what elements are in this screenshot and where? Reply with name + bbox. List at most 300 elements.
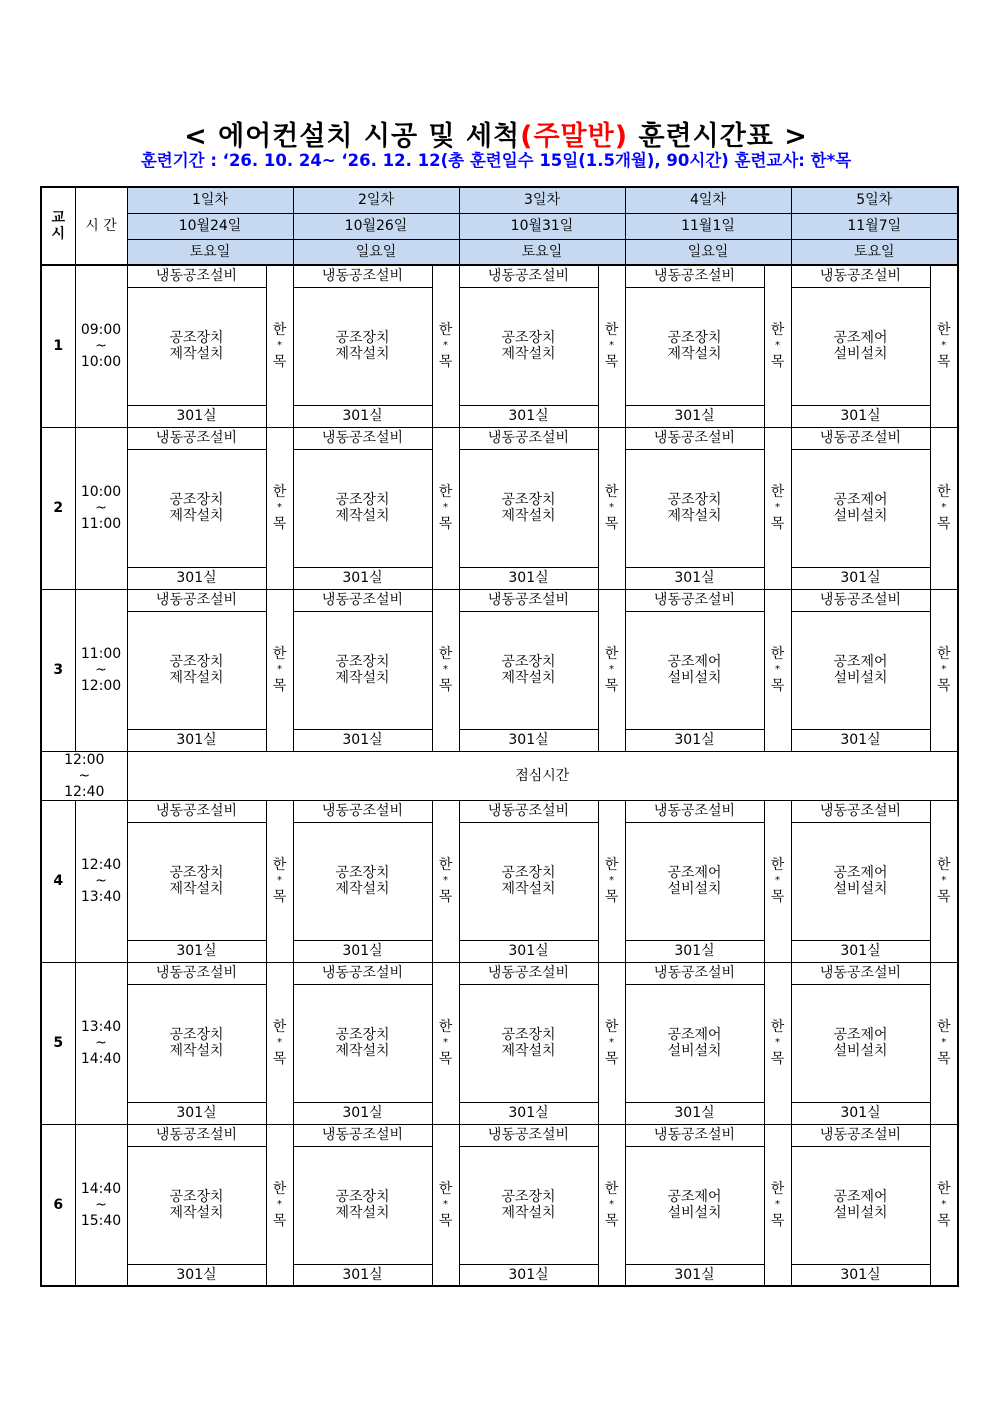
instructor-char-1: 한: [272, 1019, 287, 1036]
instructor-name: [432, 1124, 459, 1286]
module-line-2: 설비설치: [833, 346, 888, 362]
instructor-name: [598, 1124, 625, 1286]
instructor-separator: *: [443, 1037, 448, 1049]
course-category: 냉동공조설비: [293, 427, 432, 449]
module-line-1: 공조장치: [169, 865, 224, 882]
module-line-1: 공조제어: [667, 865, 722, 882]
period-time: [75, 962, 127, 1124]
classroom: 301실: [293, 940, 432, 962]
module-name: [127, 1146, 266, 1264]
instructor-name: [432, 427, 459, 589]
instructor-char-2: 목: [272, 678, 287, 694]
time-start: 12:40: [80, 857, 122, 874]
instructor-char-1: 한: [936, 1180, 951, 1197]
classroom: 301실: [127, 405, 266, 427]
instructor-char-1: 한: [936, 322, 951, 339]
instructor-name: [266, 589, 293, 751]
module-line-2: 제작설치: [335, 346, 390, 362]
course-category: 냉동공조설비: [127, 1124, 266, 1146]
instructor-char-1: 한: [438, 645, 453, 662]
instructor-char-2: 목: [438, 889, 453, 906]
instructor-name: [764, 1124, 791, 1286]
period-row: [41, 1146, 958, 1264]
instructor-name: [930, 427, 958, 589]
instructor-separator: *: [277, 875, 282, 887]
course-category: 냉동공조설비: [791, 1124, 930, 1146]
instructor-separator: *: [775, 1199, 780, 1211]
instructor-char-1: 한: [604, 645, 619, 662]
time-tilde: ~: [95, 499, 107, 516]
header-row: [41, 187, 958, 213]
period-row: [41, 1102, 958, 1124]
instructor-char-2: 목: [936, 354, 951, 371]
course-category: 냉동공조설비: [293, 589, 432, 611]
instructor-name: [598, 265, 625, 427]
module-line-1: 공조장치: [169, 653, 224, 670]
instructor-separator: *: [443, 1199, 448, 1211]
course-category: 냉동공조설비: [791, 962, 930, 984]
module-name: [459, 1146, 598, 1264]
instructor-char-2: 목: [438, 678, 453, 694]
module-name: [293, 449, 432, 567]
time-end: 13:40: [80, 889, 122, 906]
course-category: 냉동공조설비: [459, 589, 598, 611]
instructor-name: [432, 589, 459, 751]
module-line-2: 제작설치: [335, 881, 390, 898]
course-category: 냉동공조설비: [625, 962, 764, 984]
instructor-char-1: 한: [438, 1180, 453, 1197]
day-date-4: 11월1일: [625, 213, 791, 239]
instructor-char-2: 목: [936, 516, 951, 532]
instructor-char-1: 한: [936, 483, 951, 500]
classroom: 301실: [127, 567, 266, 589]
period-row: [41, 405, 958, 427]
instructor-separator: *: [775, 340, 780, 352]
instructor-separator: *: [941, 340, 947, 352]
module-line-1: 공조제어: [833, 1027, 888, 1044]
timetable: [40, 186, 957, 1289]
module-name: [791, 287, 930, 405]
period-row: [41, 962, 958, 984]
period-row: [41, 567, 958, 589]
instructor-char-1: 한: [438, 322, 453, 339]
module-line-1: 공조장치: [169, 491, 224, 508]
classroom: 301실: [459, 729, 598, 751]
time-end: 14:40: [80, 1051, 122, 1068]
module-line-1: 공조장치: [667, 491, 722, 508]
instructor-char-2: 목: [272, 1213, 287, 1230]
classroom: 301실: [625, 1264, 764, 1286]
instructor-char-2: 목: [438, 516, 453, 532]
day-date-5: 11월7일: [791, 213, 958, 239]
instructor-separator: *: [609, 875, 614, 887]
period-row: [41, 1264, 958, 1286]
course-category: 냉동공조설비: [791, 800, 930, 822]
period-number: 5: [41, 962, 75, 1124]
day-date-3: 10월31일: [459, 213, 625, 239]
header-row: [41, 213, 958, 239]
module-line-1: 공조장치: [501, 865, 556, 882]
course-category: 냉동공조설비: [791, 589, 930, 611]
period-row: [41, 611, 958, 729]
time-start: 14:40: [80, 1180, 122, 1197]
instructor-char-2: 목: [770, 354, 785, 371]
title-highlight: (주말반): [520, 121, 629, 152]
training-period-line: 훈련기간 : ‘26. 10. 24~ ‘26. 12. 12(총 훈련일수 15일(1.5개월), 90시간) 훈련교사: 한*목: [140, 151, 852, 170]
module-line-1: 공조장치: [667, 329, 722, 346]
classroom: 301실: [127, 940, 266, 962]
module-name: [791, 449, 930, 567]
instructor-char-1: 한: [438, 857, 453, 874]
classroom: 301실: [625, 405, 764, 427]
module-name: [791, 611, 930, 729]
instructor-char-1: 한: [604, 483, 619, 500]
day-label-3: 3일차: [459, 187, 625, 213]
day-weekday-1: 토요일: [127, 239, 293, 265]
module-line-1: 공조제어: [833, 1189, 888, 1206]
instructor-char-1: 한: [770, 322, 785, 339]
instructor-name: [266, 427, 293, 589]
classroom: 301실: [625, 940, 764, 962]
instructor-separator: *: [941, 1037, 947, 1049]
period-row: [41, 427, 958, 449]
module-name: [127, 822, 266, 940]
instructor-name: [266, 800, 293, 962]
period-row: [41, 984, 958, 1102]
module-line-2: 제작설치: [501, 881, 556, 898]
time-start: 11:00: [80, 645, 122, 662]
module-name: [127, 449, 266, 567]
time-end: 12:00: [80, 678, 122, 695]
instructor-char-1: 한: [936, 857, 951, 874]
period-time: [75, 800, 127, 962]
instructor-char-2: 목: [604, 354, 619, 371]
instructor-char-1: 한: [272, 857, 287, 874]
day-weekday-2: 일요일: [293, 239, 459, 265]
classroom: 301실: [791, 940, 930, 962]
lunch-time: [41, 751, 127, 800]
module-name: [127, 611, 266, 729]
course-category: 냉동공조설비: [293, 1124, 432, 1146]
module-line-2: 제작설치: [501, 508, 556, 524]
period-row: [41, 729, 958, 751]
instructor-char-2: 목: [604, 1051, 619, 1068]
module-line-2: 설비설치: [833, 881, 888, 898]
title-suffix: 훈련시간표 >: [628, 121, 808, 152]
corner-label: 교 시: [41, 187, 75, 265]
module-line-1: 공조장치: [501, 1027, 556, 1044]
period-row: [41, 940, 958, 962]
period-row: [41, 1124, 958, 1146]
course-category: 냉동공조설비: [459, 427, 598, 449]
lunch-row: [41, 751, 958, 800]
instructor-char-1: 한: [438, 483, 453, 500]
instructor-name: [266, 962, 293, 1124]
lunch-tilde: ~: [78, 767, 91, 784]
classroom: 301실: [791, 567, 930, 589]
course-category: 냉동공조설비: [127, 427, 266, 449]
instructor-name: [764, 962, 791, 1124]
instructor-separator: *: [941, 664, 947, 675]
day-date-2: 10월26일: [293, 213, 459, 239]
module-line-1: 공조제어: [833, 491, 888, 508]
module-name: [791, 1146, 930, 1264]
time-start: 13:40: [80, 1019, 122, 1036]
instructor-char-1: 한: [770, 1180, 785, 1197]
module-line-2: 제작설치: [169, 508, 224, 524]
module-line-2: 제작설치: [169, 1205, 224, 1222]
classroom: 301실: [459, 1102, 598, 1124]
instructor-char-1: 한: [604, 322, 619, 339]
instructor-name: [764, 800, 791, 962]
module-name: [293, 611, 432, 729]
period-number: 4: [41, 800, 75, 962]
instructor-name: [266, 1124, 293, 1286]
module-line-1: 공조장치: [335, 1027, 390, 1044]
classroom: 301실: [293, 1264, 432, 1286]
module-line-1: 공조장치: [335, 653, 390, 670]
module-name: [625, 287, 764, 405]
module-name: [127, 287, 266, 405]
course-category: 냉동공조설비: [293, 800, 432, 822]
classroom: 301실: [293, 1102, 432, 1124]
module-line-2: 제작설치: [667, 346, 722, 362]
time-tilde: ~: [95, 873, 107, 890]
module-line-1: 공조장치: [169, 329, 224, 346]
instructor-char-1: 한: [770, 645, 785, 662]
classroom: 301실: [459, 567, 598, 589]
instructor-name: [266, 265, 293, 427]
instructor-name: [598, 427, 625, 589]
period-number: 2: [41, 427, 75, 589]
course-category: 냉동공조설비: [459, 800, 598, 822]
module-line-1: 공조제어: [667, 1027, 722, 1044]
module-line-2: 설비설치: [833, 670, 888, 686]
classroom: 301실: [293, 405, 432, 427]
course-category: 냉동공조설비: [127, 800, 266, 822]
module-name: [459, 287, 598, 405]
instructor-separator: *: [775, 664, 780, 675]
instructor-char-2: 목: [936, 889, 951, 906]
time-start: 09:00: [80, 322, 122, 339]
title-prefix: < 에어컨설치 시공 및 세척: [184, 121, 521, 152]
instructor-name: [432, 265, 459, 427]
instructor-char-1: 한: [770, 483, 785, 500]
instructor-separator: *: [609, 1037, 614, 1049]
module-line-1: 공조장치: [169, 1189, 224, 1206]
instructor-char-2: 목: [770, 1213, 785, 1230]
instructor-name: [930, 962, 958, 1124]
module-line-2: 설비설치: [833, 1205, 888, 1222]
instructor-char-1: 한: [272, 322, 287, 339]
module-line-2: 제작설치: [501, 670, 556, 686]
period-row: [41, 449, 958, 567]
day-label-2: 2일차: [293, 187, 459, 213]
instructor-char-2: 목: [604, 678, 619, 694]
instructor-separator: *: [277, 502, 282, 513]
instructor-char-2: 목: [438, 354, 453, 371]
module-name: [293, 1146, 432, 1264]
module-line-2: 제작설치: [335, 1205, 390, 1222]
classroom: 301실: [791, 729, 930, 751]
instructor-separator: *: [775, 502, 780, 513]
instructor-separator: *: [443, 502, 448, 513]
period-time: [75, 1124, 127, 1286]
instructor-separator: *: [277, 1037, 282, 1049]
day-date-1: 10월24일: [127, 213, 293, 239]
instructor-separator: *: [941, 1199, 947, 1211]
instructor-char-2: 목: [272, 1051, 287, 1068]
time-end: 15:40: [80, 1213, 122, 1230]
instructor-separator: *: [277, 1199, 282, 1211]
instructor-char-2: 목: [604, 516, 619, 532]
course-category: 냉동공조설비: [459, 962, 598, 984]
instructor-char-2: 목: [770, 516, 785, 532]
classroom: 301실: [127, 729, 266, 751]
day-label-1: 1일차: [127, 187, 293, 213]
classroom: 301실: [127, 1264, 266, 1286]
period-number: 6: [41, 1124, 75, 1286]
module-line-1: 공조장치: [335, 329, 390, 346]
instructor-separator: *: [443, 875, 448, 887]
module-name: [625, 449, 764, 567]
period-time: [75, 427, 127, 589]
day-weekday-5: 토요일: [791, 239, 958, 265]
classroom: 301실: [625, 1102, 764, 1124]
period-row: [41, 800, 958, 822]
instructor-char-2: 목: [272, 516, 287, 532]
module-line-1: 공조제어: [667, 1189, 722, 1206]
instructor-name: [598, 589, 625, 751]
module-line-2: 설비설치: [667, 1043, 722, 1060]
lunch-label: 점심시간: [127, 751, 958, 800]
classroom: 301실: [127, 1102, 266, 1124]
course-category: 냉동공조설비: [791, 427, 930, 449]
instructor-name: [930, 1124, 958, 1286]
instructor-separator: *: [941, 502, 947, 513]
instructor-char-1: 한: [936, 645, 951, 662]
instructor-char-1: 한: [604, 857, 619, 874]
module-line-1: 공조장치: [501, 1189, 556, 1206]
module-name: [625, 611, 764, 729]
course-category: 냉동공조설비: [625, 427, 764, 449]
instructor-separator: *: [443, 664, 448, 675]
instructor-name: [598, 800, 625, 962]
course-category: 냉동공조설비: [293, 962, 432, 984]
instructor-char-2: 목: [272, 889, 287, 906]
instructor-char-2: 목: [936, 1051, 951, 1068]
instructor-name: [432, 800, 459, 962]
module-name: [625, 1146, 764, 1264]
course-category: 냉동공조설비: [127, 265, 266, 287]
time-tilde: ~: [95, 661, 107, 678]
lunch-end: 12:40: [64, 783, 105, 800]
instructor-separator: *: [609, 1199, 614, 1211]
period-row: [41, 265, 958, 287]
module-name: [127, 984, 266, 1102]
classroom: 301실: [293, 567, 432, 589]
instructor-char-1: 한: [272, 483, 287, 500]
instructor-char-2: 목: [438, 1051, 453, 1068]
classroom: 301실: [293, 729, 432, 751]
instructor-separator: *: [609, 502, 614, 513]
module-name: [791, 822, 930, 940]
module-name: [293, 822, 432, 940]
period-row: [41, 287, 958, 405]
module-line-1: 공조제어: [833, 865, 888, 882]
course-category: 냉동공조설비: [459, 1124, 598, 1146]
module-line-2: 제작설치: [169, 1043, 224, 1060]
module-line-2: 설비설치: [667, 881, 722, 898]
module-line-2: 설비설치: [833, 508, 888, 524]
module-line-2: 제작설치: [501, 1205, 556, 1222]
course-category: 냉동공조설비: [625, 265, 764, 287]
module-name: [293, 287, 432, 405]
instructor-char-1: 한: [936, 1019, 951, 1036]
course-category: 냉동공조설비: [127, 589, 266, 611]
module-line-1: 공조제어: [667, 653, 722, 670]
instructor-char-1: 한: [770, 1019, 785, 1036]
instructor-char-1: 한: [604, 1180, 619, 1197]
module-name: [625, 822, 764, 940]
period-number: 1: [41, 265, 75, 427]
instructor-name: [764, 265, 791, 427]
time-end: 11:00: [80, 516, 122, 533]
module-line-1: 공조제어: [833, 653, 888, 670]
time-tilde: ~: [95, 1035, 107, 1052]
instructor-separator: *: [277, 340, 282, 352]
course-category: 냉동공조설비: [459, 265, 598, 287]
module-line-1: 공조장치: [501, 653, 556, 670]
classroom: 301실: [625, 567, 764, 589]
instructor-char-2: 목: [604, 1213, 619, 1230]
instructor-char-1: 한: [438, 1019, 453, 1036]
instructor-char-2: 목: [936, 678, 951, 694]
instructor-separator: *: [277, 664, 282, 675]
instructor-name: [432, 962, 459, 1124]
classroom: 301실: [791, 405, 930, 427]
instructor-char-2: 목: [936, 1213, 951, 1230]
time-start: 10:00: [80, 483, 122, 500]
module-line-2: 제작설치: [667, 508, 722, 524]
day-weekday-4: 일요일: [625, 239, 791, 265]
classroom: 301실: [791, 1102, 930, 1124]
period-row: [41, 822, 958, 940]
module-line-2: 제작설치: [169, 670, 224, 686]
instructor-char-1: 한: [272, 1180, 287, 1197]
module-line-1: 공조장치: [335, 1189, 390, 1206]
instructor-char-2: 목: [770, 889, 785, 906]
instructor-char-2: 목: [604, 889, 619, 906]
module-line-2: 설비설치: [833, 1043, 888, 1060]
module-line-2: 제작설치: [335, 670, 390, 686]
module-line-2: 설비설치: [667, 670, 722, 686]
module-line-1: 공조장치: [501, 491, 556, 508]
time-tilde: ~: [95, 1196, 107, 1213]
instructor-separator: *: [609, 664, 614, 675]
course-category: 냉동공조설비: [791, 265, 930, 287]
module-line-2: 제작설치: [169, 346, 224, 362]
course-category: 냉동공조설비: [625, 1124, 764, 1146]
time-tilde: ~: [95, 338, 107, 355]
classroom: 301실: [625, 729, 764, 751]
module-name: [459, 822, 598, 940]
time-end: 10:00: [80, 354, 122, 371]
period-number: 3: [41, 589, 75, 751]
period-time: [75, 589, 127, 751]
classroom: 301실: [459, 405, 598, 427]
instructor-char-1: 한: [770, 857, 785, 874]
